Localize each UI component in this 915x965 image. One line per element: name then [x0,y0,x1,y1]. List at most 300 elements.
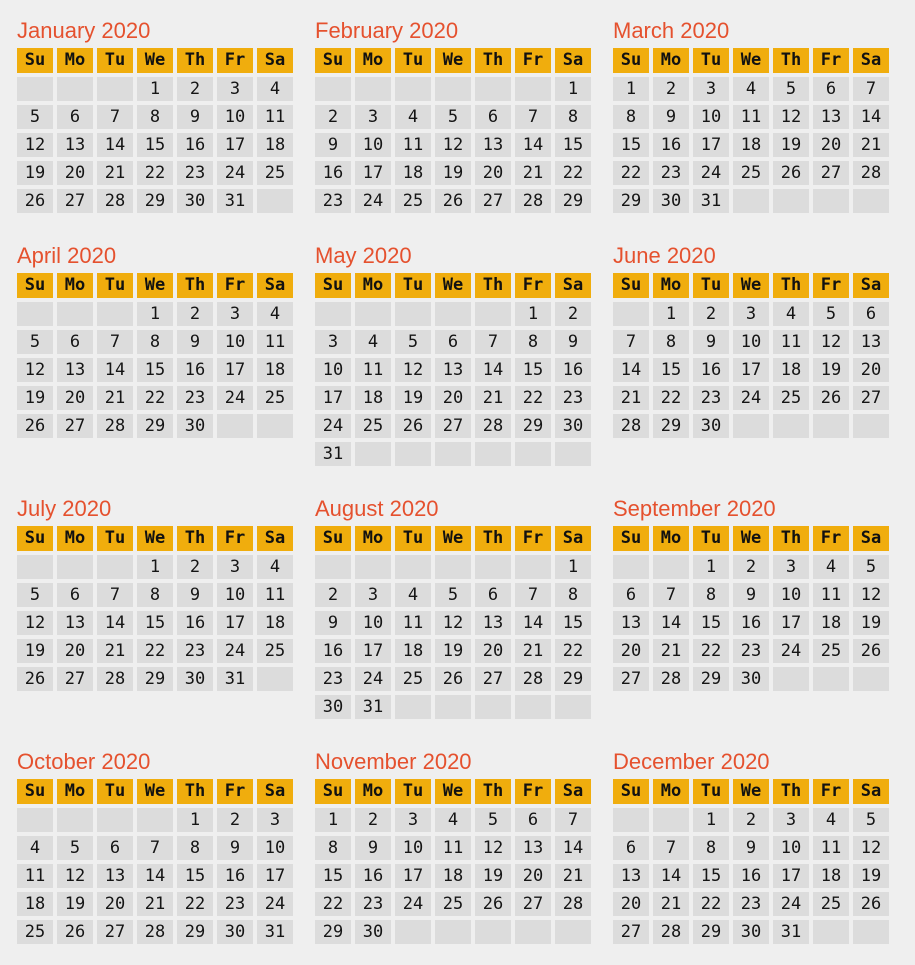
month-title: July 2020 [17,496,112,521]
day-cell: 5 [435,583,471,607]
month-block [315,18,591,213]
day-cell: 25 [17,920,53,944]
empty-day-cell [315,77,351,101]
day-cell: 6 [57,583,93,607]
day-cell: 23 [315,189,351,213]
weekday-header-cell: Sa [853,526,889,551]
empty-day-cell [395,695,431,719]
day-cell: 13 [613,611,649,635]
day-cell: 15 [137,611,173,635]
day-cell: 28 [97,414,133,438]
month-block [613,243,889,438]
day-cell: 31 [217,667,253,691]
weekday-header-cell: Mo [57,273,93,298]
weekday-header-cell: Mo [355,48,391,73]
day-cell: 7 [97,330,133,354]
empty-day-cell [97,555,133,579]
day-cell: 22 [137,161,173,185]
day-cell: 2 [555,302,591,326]
month-grid [613,273,889,438]
day-cell: 14 [653,864,689,888]
day-cell: 25 [813,892,849,916]
day-cell: 26 [813,386,849,410]
day-cell: 7 [515,583,551,607]
day-cell: 21 [853,133,889,157]
day-cell: 9 [315,611,351,635]
empty-day-cell [257,414,293,438]
day-cell: 17 [733,358,769,382]
day-cell: 6 [57,330,93,354]
day-cell: 17 [217,611,253,635]
day-cell: 2 [733,555,769,579]
empty-day-cell [395,77,431,101]
weekday-header-cell: We [137,779,173,804]
weekday-header-cell: Fr [813,48,849,73]
day-cell: 11 [395,611,431,635]
month-grid [17,779,293,944]
day-cell: 27 [475,189,511,213]
day-cell: 30 [733,667,769,691]
day-cell: 10 [217,105,253,129]
day-cell: 24 [693,161,729,185]
empty-day-cell [57,808,93,832]
empty-day-cell [853,667,889,691]
weekday-header-cell: Th [773,48,809,73]
weekday-header-cell: Th [177,526,213,551]
day-cell: 6 [475,583,511,607]
weekday-header-cell: Fr [217,273,253,298]
day-cell: 24 [773,639,809,663]
empty-day-cell [475,920,511,944]
day-cell: 1 [137,77,173,101]
day-cell: 28 [853,161,889,185]
day-cell: 23 [733,892,769,916]
day-cell: 25 [435,892,471,916]
day-cell: 24 [257,892,293,916]
day-cell: 6 [97,836,133,860]
empty-day-cell [435,442,471,466]
weekday-header-cell: Tu [693,526,729,551]
weekday-header-cell: Mo [653,273,689,298]
day-cell: 8 [555,105,591,129]
day-cell: 1 [555,555,591,579]
day-cell: 1 [613,77,649,101]
day-cell: 26 [853,639,889,663]
weekday-header-cell: Sa [555,526,591,551]
empty-day-cell [813,189,849,213]
day-cell: 3 [693,77,729,101]
day-cell: 27 [57,189,93,213]
weekday-header-cell: Sa [853,48,889,73]
weekday-header-cell: Su [613,273,649,298]
day-cell: 21 [475,386,511,410]
day-cell: 10 [733,330,769,354]
day-cell: 9 [177,105,213,129]
day-cell: 10 [355,133,391,157]
day-cell: 16 [733,611,769,635]
weekday-header-cell: Su [17,48,53,73]
day-cell: 5 [17,105,53,129]
empty-day-cell [853,189,889,213]
day-cell: 13 [475,133,511,157]
empty-day-cell [653,808,689,832]
day-cell: 18 [395,639,431,663]
empty-day-cell [17,808,53,832]
day-cell: 3 [217,302,253,326]
day-cell: 21 [515,639,551,663]
day-cell: 15 [653,358,689,382]
day-cell: 2 [177,555,213,579]
empty-day-cell [17,77,53,101]
day-cell: 29 [653,414,689,438]
day-cell: 31 [773,920,809,944]
month-grid [17,526,293,691]
day-cell: 29 [555,189,591,213]
empty-day-cell [355,77,391,101]
day-cell: 25 [395,189,431,213]
day-cell: 10 [257,836,293,860]
day-cell: 8 [137,105,173,129]
day-cell: 22 [555,639,591,663]
empty-day-cell [217,414,253,438]
day-cell: 23 [733,639,769,663]
month-title: April 2020 [17,243,117,268]
day-cell: 27 [475,667,511,691]
day-cell: 15 [137,358,173,382]
day-cell: 25 [773,386,809,410]
day-cell: 17 [217,358,253,382]
day-cell: 20 [97,892,133,916]
day-cell: 18 [435,864,471,888]
day-cell: 17 [315,386,351,410]
day-cell: 9 [653,105,689,129]
day-cell: 23 [693,386,729,410]
day-cell: 3 [733,302,769,326]
day-cell: 24 [217,161,253,185]
weekday-header-cell: We [137,48,173,73]
day-cell: 12 [773,105,809,129]
day-cell: 30 [555,414,591,438]
day-cell: 9 [177,583,213,607]
day-cell: 24 [355,667,391,691]
day-cell: 28 [653,667,689,691]
day-cell: 31 [257,920,293,944]
day-cell: 5 [475,808,511,832]
day-cell: 24 [217,639,253,663]
weekday-header-cell: Th [773,526,809,551]
month-block [17,243,293,438]
day-cell: 6 [57,105,93,129]
day-cell: 18 [813,611,849,635]
day-cell: 25 [395,667,431,691]
day-cell: 26 [435,667,471,691]
day-cell: 23 [177,639,213,663]
day-cell: 14 [475,358,511,382]
empty-day-cell [555,920,591,944]
day-cell: 30 [217,920,253,944]
weekday-header-cell: Mo [653,526,689,551]
weekday-header-cell: Su [17,779,53,804]
day-cell: 4 [773,302,809,326]
day-cell: 11 [773,330,809,354]
day-cell: 19 [57,892,93,916]
weekday-header-cell: Th [475,526,511,551]
day-cell: 17 [355,161,391,185]
day-cell: 7 [853,77,889,101]
day-cell: 27 [613,920,649,944]
month-grid [315,779,591,944]
day-cell: 11 [813,836,849,860]
day-cell: 8 [515,330,551,354]
day-cell: 14 [853,105,889,129]
empty-day-cell [555,695,591,719]
month-grid [315,48,591,213]
day-cell: 13 [515,836,551,860]
day-cell: 4 [257,555,293,579]
weekday-header-cell: Mo [355,273,391,298]
day-cell: 17 [355,639,391,663]
day-cell: 19 [853,864,889,888]
day-cell: 13 [813,105,849,129]
day-cell: 3 [355,583,391,607]
empty-day-cell [515,920,551,944]
day-cell: 10 [693,105,729,129]
day-cell: 4 [395,105,431,129]
day-cell: 7 [97,105,133,129]
day-cell: 9 [733,583,769,607]
empty-day-cell [515,555,551,579]
day-cell: 5 [853,555,889,579]
day-cell: 20 [57,386,93,410]
day-cell: 12 [17,358,53,382]
day-cell: 22 [137,639,173,663]
day-cell: 10 [773,836,809,860]
empty-day-cell [773,414,809,438]
empty-day-cell [97,808,133,832]
day-cell: 18 [257,358,293,382]
day-cell: 11 [355,358,391,382]
day-cell: 19 [17,161,53,185]
day-cell: 20 [475,161,511,185]
day-cell: 21 [653,639,689,663]
day-cell: 13 [97,864,133,888]
weekday-header-cell: Mo [355,526,391,551]
day-cell: 2 [653,77,689,101]
day-cell: 31 [693,189,729,213]
day-cell: 25 [733,161,769,185]
day-cell: 18 [773,358,809,382]
day-cell: 4 [733,77,769,101]
day-cell: 26 [395,414,431,438]
month-title: September 2020 [613,496,776,521]
weekday-header-cell: Th [177,273,213,298]
day-cell: 27 [813,161,849,185]
weekday-header-cell: Su [315,273,351,298]
day-cell: 28 [613,414,649,438]
day-cell: 30 [177,189,213,213]
day-cell: 30 [355,920,391,944]
day-cell: 6 [475,105,511,129]
day-cell: 2 [315,583,351,607]
weekday-header-cell: Su [613,48,649,73]
day-cell: 2 [217,808,253,832]
day-cell: 15 [693,864,729,888]
day-cell: 24 [395,892,431,916]
day-cell: 5 [813,302,849,326]
month-block [17,18,293,213]
day-cell: 1 [555,77,591,101]
empty-day-cell [813,414,849,438]
month-grid [613,779,889,944]
day-cell: 19 [813,358,849,382]
month-block [613,749,889,944]
empty-day-cell [355,442,391,466]
day-cell: 4 [813,555,849,579]
day-cell: 21 [97,639,133,663]
day-cell: 1 [137,302,173,326]
day-cell: 25 [355,414,391,438]
day-cell: 7 [475,330,511,354]
day-cell: 11 [257,105,293,129]
day-cell: 27 [57,667,93,691]
day-cell: 13 [613,864,649,888]
day-cell: 26 [17,189,53,213]
empty-day-cell [395,442,431,466]
day-cell: 6 [813,77,849,101]
day-cell: 3 [315,330,351,354]
day-cell: 8 [693,836,729,860]
day-cell: 19 [475,864,511,888]
day-cell: 17 [395,864,431,888]
weekday-header-cell: Sa [257,779,293,804]
day-cell: 2 [355,808,391,832]
day-cell: 23 [653,161,689,185]
day-cell: 16 [693,358,729,382]
weekday-header-cell: Su [315,779,351,804]
day-cell: 18 [355,386,391,410]
day-cell: 26 [773,161,809,185]
weekday-header-cell: Fr [515,273,551,298]
empty-day-cell [355,302,391,326]
day-cell: 13 [435,358,471,382]
day-cell: 28 [515,189,551,213]
day-cell: 15 [137,133,173,157]
day-cell: 10 [395,836,431,860]
day-cell: 4 [813,808,849,832]
day-cell: 9 [315,133,351,157]
day-cell: 11 [17,864,53,888]
day-cell: 23 [315,667,351,691]
day-cell: 29 [137,189,173,213]
day-cell: 8 [137,330,173,354]
weekday-header-cell: Sa [555,48,591,73]
weekday-header-cell: Tu [395,779,431,804]
empty-day-cell [515,77,551,101]
day-cell: 28 [97,189,133,213]
day-cell: 10 [773,583,809,607]
month-title: March 2020 [613,18,730,43]
day-cell: 20 [853,358,889,382]
weekday-header-cell: We [435,273,471,298]
day-cell: 8 [653,330,689,354]
day-cell: 7 [613,330,649,354]
day-cell: 5 [57,836,93,860]
month-grid [315,526,591,719]
day-cell: 14 [97,358,133,382]
empty-day-cell [137,808,173,832]
day-cell: 28 [97,667,133,691]
day-cell: 18 [17,892,53,916]
day-cell: 29 [515,414,551,438]
day-cell: 20 [57,161,93,185]
empty-day-cell [315,555,351,579]
weekday-header-cell: We [435,48,471,73]
day-cell: 8 [613,105,649,129]
day-cell: 20 [613,892,649,916]
day-cell: 19 [17,639,53,663]
empty-day-cell [97,77,133,101]
day-cell: 19 [17,386,53,410]
weekday-header-cell: Tu [395,273,431,298]
day-cell: 17 [773,864,809,888]
empty-day-cell [853,920,889,944]
day-cell: 23 [555,386,591,410]
month-grid [17,48,293,213]
weekday-header-cell: Fr [217,48,253,73]
day-cell: 8 [177,836,213,860]
day-cell: 18 [813,864,849,888]
month-title: November 2020 [315,749,472,774]
weekday-header-cell: Fr [217,526,253,551]
day-cell: 22 [693,892,729,916]
weekday-header-cell: Sa [257,526,293,551]
month-title: February 2020 [315,18,459,43]
empty-day-cell [57,77,93,101]
day-cell: 12 [475,836,511,860]
day-cell: 25 [257,161,293,185]
day-cell: 22 [613,161,649,185]
day-cell: 24 [355,189,391,213]
day-cell: 16 [733,864,769,888]
day-cell: 7 [653,836,689,860]
month-title: January 2020 [17,18,151,43]
day-cell: 29 [555,667,591,691]
month-block [613,18,889,213]
weekday-header-cell: Sa [555,779,591,804]
day-cell: 30 [177,414,213,438]
empty-day-cell [315,302,351,326]
day-cell: 1 [137,555,173,579]
day-cell: 26 [57,920,93,944]
empty-day-cell [435,77,471,101]
weekday-header-cell: Fr [813,273,849,298]
day-cell: 28 [653,920,689,944]
day-cell: 2 [733,808,769,832]
day-cell: 30 [315,695,351,719]
weekday-header-cell: Tu [693,48,729,73]
day-cell: 5 [17,583,53,607]
day-cell: 20 [515,864,551,888]
day-cell: 20 [613,639,649,663]
weekday-header-cell: Th [773,779,809,804]
day-cell: 21 [137,892,173,916]
day-cell: 4 [17,836,53,860]
weekday-header-cell: We [435,526,471,551]
day-cell: 26 [17,667,53,691]
empty-day-cell [435,555,471,579]
day-cell: 1 [693,555,729,579]
day-cell: 26 [435,189,471,213]
